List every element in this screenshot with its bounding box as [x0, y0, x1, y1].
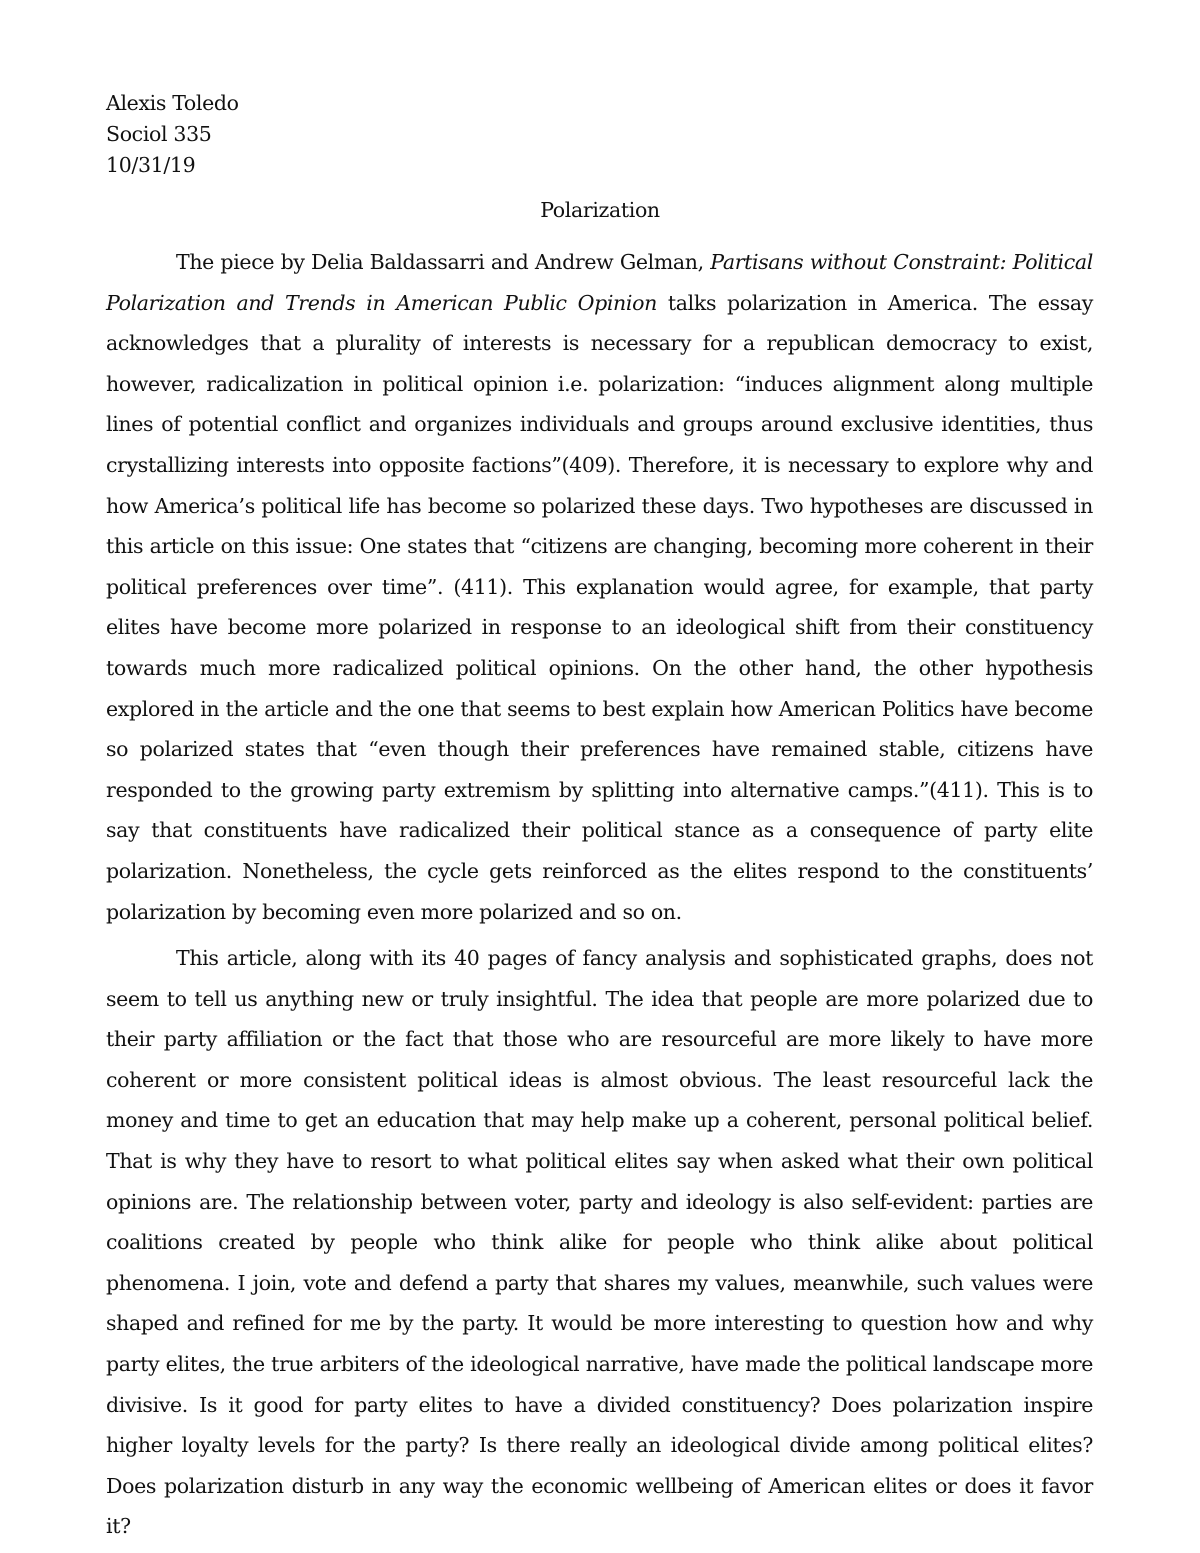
paragraph-1-rest: talks polarization in America. The essay acknowledges that a plurality of interests is necessary for a republican democracy to exist, however, radicalization in political opinion i.e. polarization: “induces alignment along multiple lines of potential conflict and organizes individuals and groups around exclusive identities, thus crystallizing interests into opposite factions”(409). Therefore, it is necessary to explore why and how America’s political life has become so polarized these days. Two hypotheses are discussed in this article on this issue: One states that “citizens are changing, becoming more coherent in their political preferences over time”. (411). This explanation would agree, for example, that party elites have become more polarized in response to an ideological shift from their constituency towards much more radicalized political opinions. On the other hand, the other hypothesis explored in the article and the one that seems to best explain how American Politics have become so polarized states that “even though their preferences have remained stable, citizens have responded to the growing party extremism by splitting into alternative camps.”(411). This is to say that constituents have radicalized their political stance as a consequence of party elite polarization. Nonetheless, the cycle gets reinforced as the elites respond to the constituents’ polarization by becoming even more polarized and so on. [106, 290, 1093, 924]
paragraph-2: This article, along with its 40 pages of fancy analysis and sophisticated graphs, does not seem to tell us anything new or truly insightful. The idea that people are more polarized due to their party affiliation or the fact that those who are resourceful are more likely to have more coherent or more consistent political ideas is almost obvious. The least resourceful lack the money and time to get an education that may help make up a coherent, personal political belief. That is why they have to resort to what political elites say when asked what their own political opinions are. The relationship between voter, party and ideology is also self-evident: parties are coalitions created by people who think alike for people who think alike about political phenomena. I join, vote and defend a party that shares my values, meanwhile, such values were shaped and refined for me by the party. It would be more interesting to question how and why party elites, the true arbiters of the ideological narrative, have made the political landscape more divisive. Is it good for party elites to have a divided constituency? Does polarization inspire higher loyalty levels for the party? Is there really an ideological divide among political elites? Does polarization disturb in any way the economic wellbeing of American elites or does it favor it? [106, 946, 1093, 1539]
course-name: Sociol 335 [106, 122, 212, 146]
document-body [106, 242, 1093, 1547]
document-title: Polarization [540, 198, 660, 222]
document-date: 10/31/19 [106, 153, 196, 177]
article-title-italic: Partisans without Constraint: Political Polarization and Trends in American Public Opinion [106, 250, 1093, 315]
author-name: Alexis Toledo [106, 91, 239, 115]
paragraph-1 [106, 242, 1093, 932]
header-block [106, 88, 239, 181]
paragraph-1-lead: The piece by Delia Baldassarri and Andrew Gelman, [176, 250, 711, 274]
